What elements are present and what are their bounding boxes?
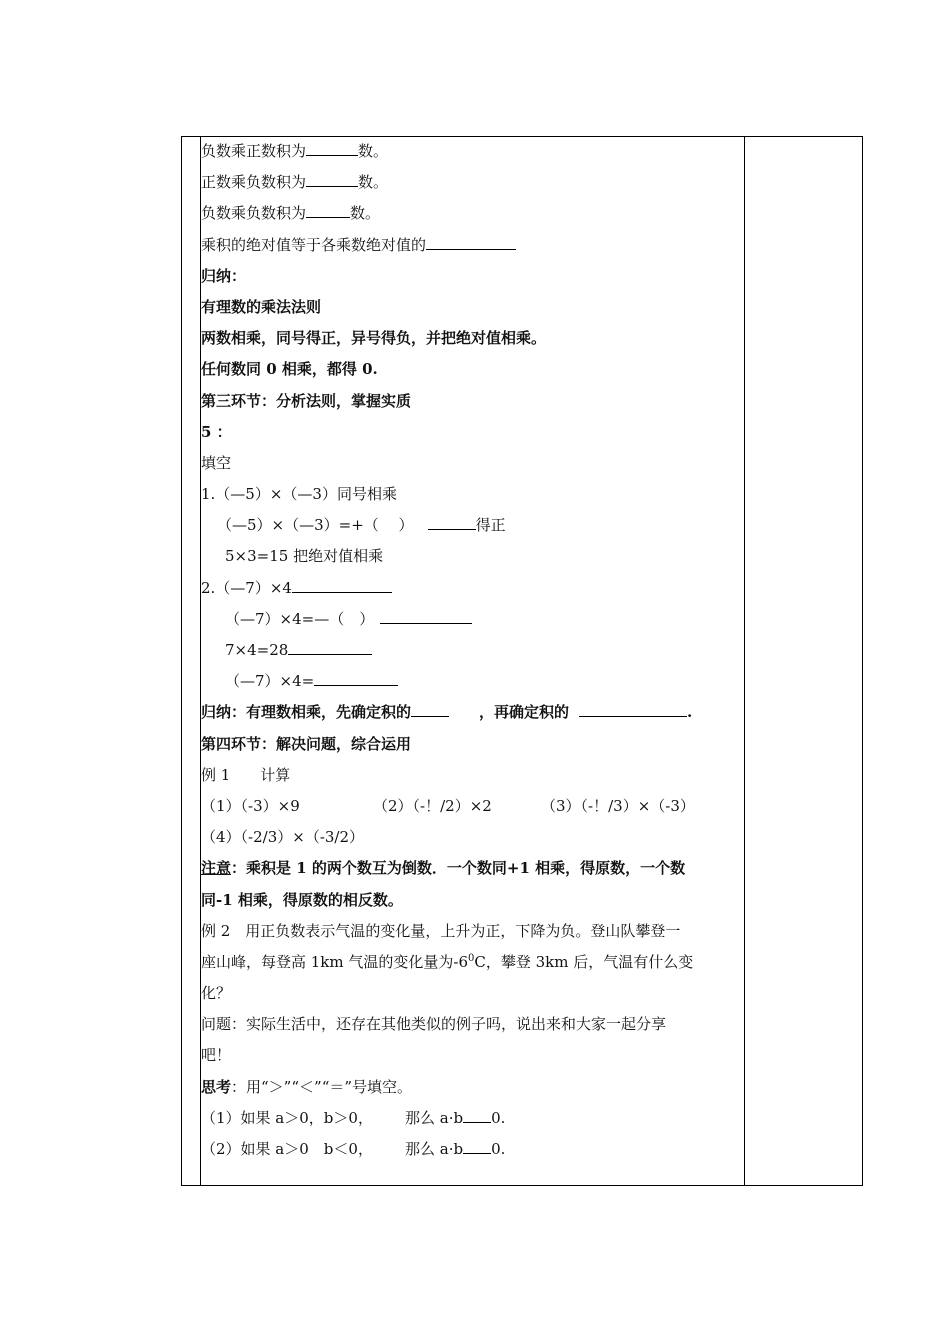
text: （—7）×4=—（ ） bbox=[225, 609, 375, 628]
note-line bbox=[201, 853, 743, 884]
text: 思考 bbox=[201, 1077, 232, 1096]
text: 正数乘负数积为 bbox=[201, 173, 307, 192]
fill-blank bbox=[292, 577, 392, 592]
text: . bbox=[687, 703, 693, 722]
text-line bbox=[201, 136, 743, 167]
text: （3）（-！/3）×（-3） bbox=[541, 796, 695, 815]
text-line bbox=[201, 947, 743, 978]
fill-blank bbox=[463, 1108, 491, 1123]
text-line bbox=[201, 167, 743, 198]
section-heading: 第三环节：分析法则，掌握实质 bbox=[201, 391, 412, 410]
section-heading: 第四环节：解决问题，综合运用 bbox=[201, 734, 412, 753]
text: （2）（-！/2）×2 bbox=[373, 796, 492, 815]
example-items bbox=[201, 791, 743, 822]
text-line bbox=[201, 1072, 743, 1103]
text-line: 5 ： bbox=[201, 422, 232, 441]
text: 数。 bbox=[350, 204, 381, 223]
text: ：用“＞”“＜”“＝”号填空。 bbox=[231, 1077, 413, 1096]
fill-blank bbox=[306, 203, 350, 218]
text-line bbox=[201, 573, 743, 604]
text-line: 5×3=15 把绝对值相乘 bbox=[225, 547, 384, 566]
text: 数。 bbox=[358, 142, 389, 160]
example-title: 例 1 计算 bbox=[201, 765, 291, 784]
example-items: （4）（-2/3）×（-3/2） bbox=[201, 828, 365, 847]
fill-blank bbox=[288, 640, 372, 655]
text: 0. bbox=[491, 1140, 506, 1158]
fill-blank bbox=[306, 141, 358, 156]
text-line bbox=[201, 510, 743, 541]
text: （—7）×4= bbox=[225, 672, 315, 691]
text-line bbox=[201, 230, 743, 261]
text: 乘积的绝对值等于各乘数绝对值的 bbox=[201, 235, 427, 254]
text: C，攀登 3km 后，气温有什么变 bbox=[474, 952, 694, 971]
fill-blank bbox=[380, 609, 472, 624]
text: 数。 bbox=[358, 173, 389, 192]
heading: 归纳： bbox=[201, 266, 247, 285]
fill-blank bbox=[314, 671, 398, 686]
text: 0. bbox=[491, 1108, 506, 1127]
text: 注意 bbox=[201, 859, 232, 878]
fill-blank bbox=[306, 172, 358, 187]
column-divider-right bbox=[744, 137, 745, 1185]
content-cell bbox=[201, 136, 743, 1165]
text: （1）如果 a＞0，b＞0， bbox=[201, 1108, 373, 1127]
rule-text: 两数相乘，同号得正，异号得负，并把绝对值相乘。 bbox=[201, 329, 547, 348]
text: 负数乘负数积为 bbox=[201, 204, 307, 223]
text-line bbox=[201, 604, 743, 635]
text: 座山峰，每登高 1km 气温的变化量为-6 bbox=[201, 952, 469, 971]
text: （2）如果 a＞0 b＜0， bbox=[201, 1140, 373, 1158]
text: 得正 bbox=[475, 516, 506, 535]
summary-line bbox=[201, 697, 743, 728]
text: 2.（—7）×4 bbox=[201, 578, 292, 597]
text-line: 化？ bbox=[201, 984, 232, 1003]
text: 负数乘正数积为 bbox=[201, 142, 307, 160]
fill-blank bbox=[426, 234, 516, 249]
superscript: 0 bbox=[468, 952, 475, 964]
text-line: 吧！ bbox=[201, 1046, 232, 1065]
note-line: 同-1 相乘，得原数的相反数。 bbox=[201, 890, 403, 909]
fill-blank bbox=[411, 702, 449, 717]
heading: 有理数的乘法法则 bbox=[201, 297, 322, 316]
text: 归纳：有理数相乘，先确定积的 bbox=[201, 703, 412, 722]
fill-blank bbox=[579, 702, 687, 717]
rule-text: 任何数同 0 相乘，都得 0. bbox=[201, 360, 378, 379]
text: ：乘积是 1 的两个数互为倒数．一个数同+1 相乘，得原数，一个数 bbox=[231, 859, 686, 878]
text: 那么 a·b bbox=[405, 1140, 464, 1158]
text-line: 问题：实际生活中，还存在其他类似的例子吗，说出来和大家一起分享 bbox=[201, 1015, 667, 1034]
text-line bbox=[201, 1134, 743, 1165]
text: （1）（-3）×9 bbox=[201, 796, 300, 815]
fill-blank bbox=[463, 1139, 491, 1154]
fill-blank bbox=[428, 515, 476, 530]
text-line bbox=[201, 666, 743, 697]
text: 7×4=28 bbox=[225, 641, 289, 659]
text-line bbox=[201, 1103, 743, 1134]
text-line: 例 2 用正负数表示气温的变化量，上升为正，下降为负。登山队攀登一 bbox=[201, 921, 681, 940]
text: ，再确定积的 bbox=[479, 703, 570, 722]
text-line: 填空 bbox=[201, 453, 232, 472]
text-line bbox=[201, 198, 743, 229]
text: 那么 a·b bbox=[405, 1108, 464, 1127]
text-line: 1.（—5）×（—3）同号相乘 bbox=[201, 485, 397, 504]
text: （—5）×（—3）=+（ ） bbox=[217, 516, 414, 535]
text-line bbox=[201, 635, 743, 666]
